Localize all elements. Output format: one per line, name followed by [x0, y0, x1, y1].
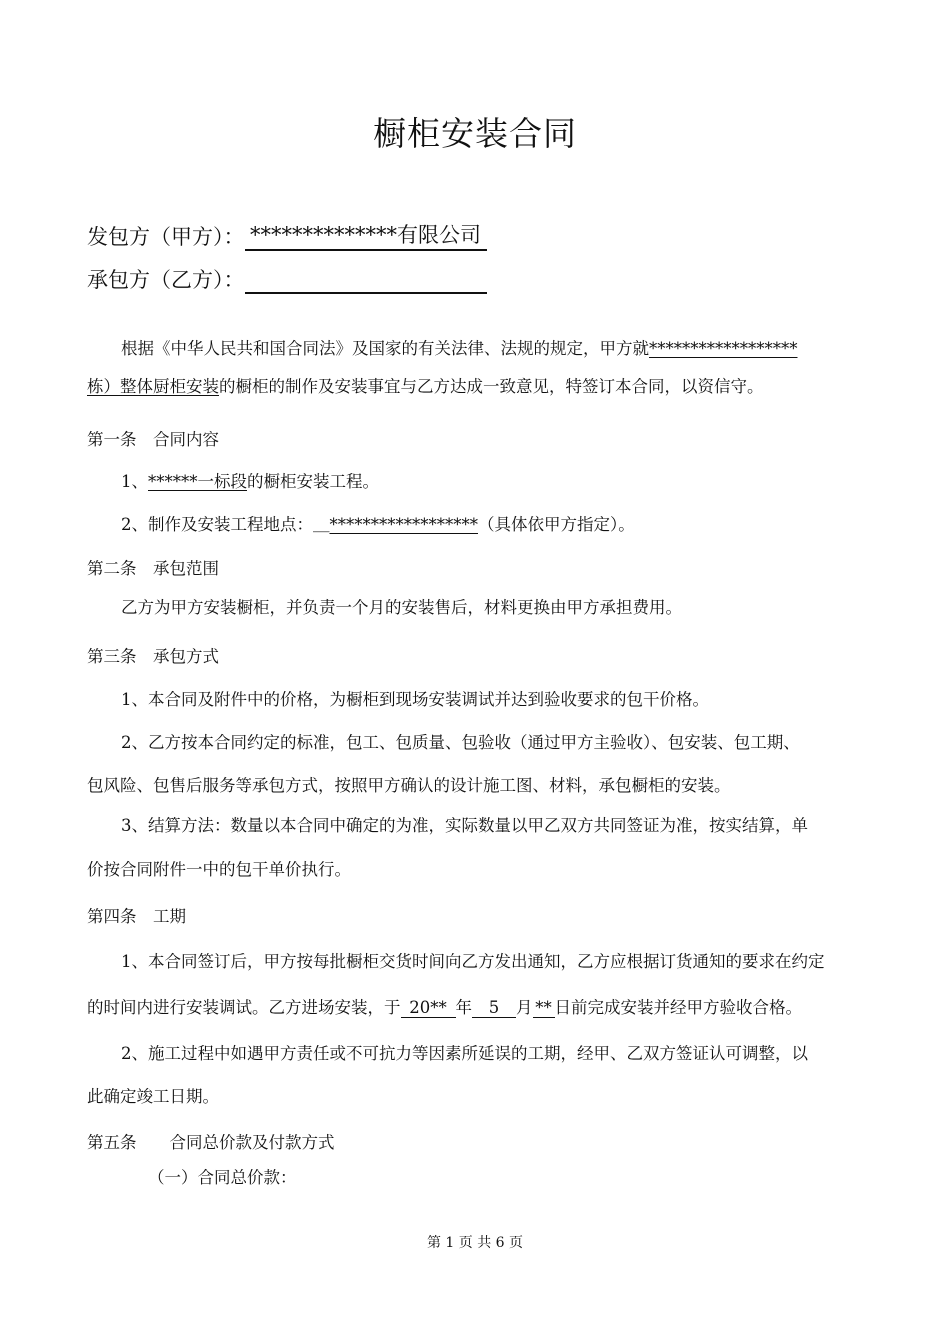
article-3-item-2-line-1: 2、乙方按本合同约定的标准，包工、包质量、包验收（通过甲方主验收）、包安装、包工期、 [121, 733, 800, 752]
article-1-heading: 第一条 合同内容 [87, 430, 219, 449]
month-unit: 月 [516, 998, 533, 1017]
intro-text-cont: 的橱柜的制作及安装事宜与乙方达成一致意见，特签订本合同，以资信守。 [219, 377, 764, 396]
article-2-text: 乙方为甲方安装橱柜，并负责一个月的安装售后，材料更换由甲方承担费用。 [121, 598, 682, 617]
article-2-heading: 第二条 承包范围 [87, 559, 219, 578]
party-a-label: 发包方（甲方）： [87, 225, 245, 249]
item-text: 2、制作及安装工程地点：＿ [121, 515, 330, 534]
intro-project-name: ****************** [649, 339, 798, 358]
year-unit: 年 [455, 998, 472, 1017]
document-title: 橱柜安装合同 [373, 114, 577, 153]
site-location: ****************** [329, 515, 478, 534]
item-text: 的时间内进行安装调试。乙方进场安装，于 [87, 998, 401, 1017]
article-5-sub-1: （一）合同总价款： [148, 1168, 297, 1187]
item-number: 1、 [121, 472, 148, 491]
article-1-item-2 [121, 511, 635, 535]
intro-project-name-cont: 栋）整体厨柜安装 [87, 377, 219, 396]
article-5-heading: 第五条 合同总价款及付款方式 [87, 1133, 335, 1152]
party-a-value: **************有限公司 [245, 219, 487, 251]
article-1-item-1 [121, 468, 379, 492]
item-text-suffix: （具体依甲方指定）。 [478, 515, 635, 534]
article-4-item-2-line-1: 2、施工过程中如遇甲方责任或不可抗力等因素所延误的工期，经甲、乙双方签证认可调整，以 [121, 1044, 808, 1063]
article-3-item-3-line-2: 价按合同附件一中的包干单价执行。 [87, 860, 351, 879]
party-a-row [87, 219, 487, 251]
article-4-heading: 第四条 工期 [87, 907, 186, 926]
article-3-heading: 第三条 承包方式 [87, 647, 219, 666]
item-text: 的橱柜安装工程。 [247, 472, 379, 491]
article-4-item-1-line-1: 1、本合同签订后，甲方按每批橱柜交货时间向乙方发出通知，乙方应根据订货通知的要求在约定 [121, 952, 825, 971]
article-4-item-1-line-2 [87, 994, 802, 1018]
article-4-item-2-line-2: 此确定竣工日期。 [87, 1087, 219, 1106]
article-3-item-2-line-2: 包风险、包售后服务等承包方式，按照甲方确认的设计施工图、材料，承包橱柜的安装。 [87, 776, 731, 795]
completion-year: 20** [401, 998, 456, 1018]
page-number: 第 1 页 共 6 页 [426, 1235, 524, 1251]
intro-text: 根据《中华人民共和国合同法》及国家的有关法律、法规的规定，甲方就 [121, 339, 649, 358]
party-b-label: 承包方（乙方）： [87, 268, 245, 292]
party-b-value [245, 266, 487, 294]
intro-line-1 [121, 335, 798, 359]
completion-day: ** [533, 998, 555, 1018]
intro-line-2 [87, 373, 764, 397]
completion-month: 5 [472, 998, 516, 1018]
item-text-suffix: 日前完成安装并经甲方验收合格。 [554, 998, 802, 1017]
section-name: ******一标段 [148, 472, 247, 491]
party-b-row [87, 264, 487, 294]
article-3-item-3-line-1: 3、结算方法：数量以本合同中确定的为准，实际数量以甲乙双方共同签证为准，按实结算，单 [121, 816, 808, 835]
article-3-item-1: 1、本合同及附件中的价格，为橱柜到现场安装调试并达到验收要求的包干价格。 [121, 690, 709, 709]
